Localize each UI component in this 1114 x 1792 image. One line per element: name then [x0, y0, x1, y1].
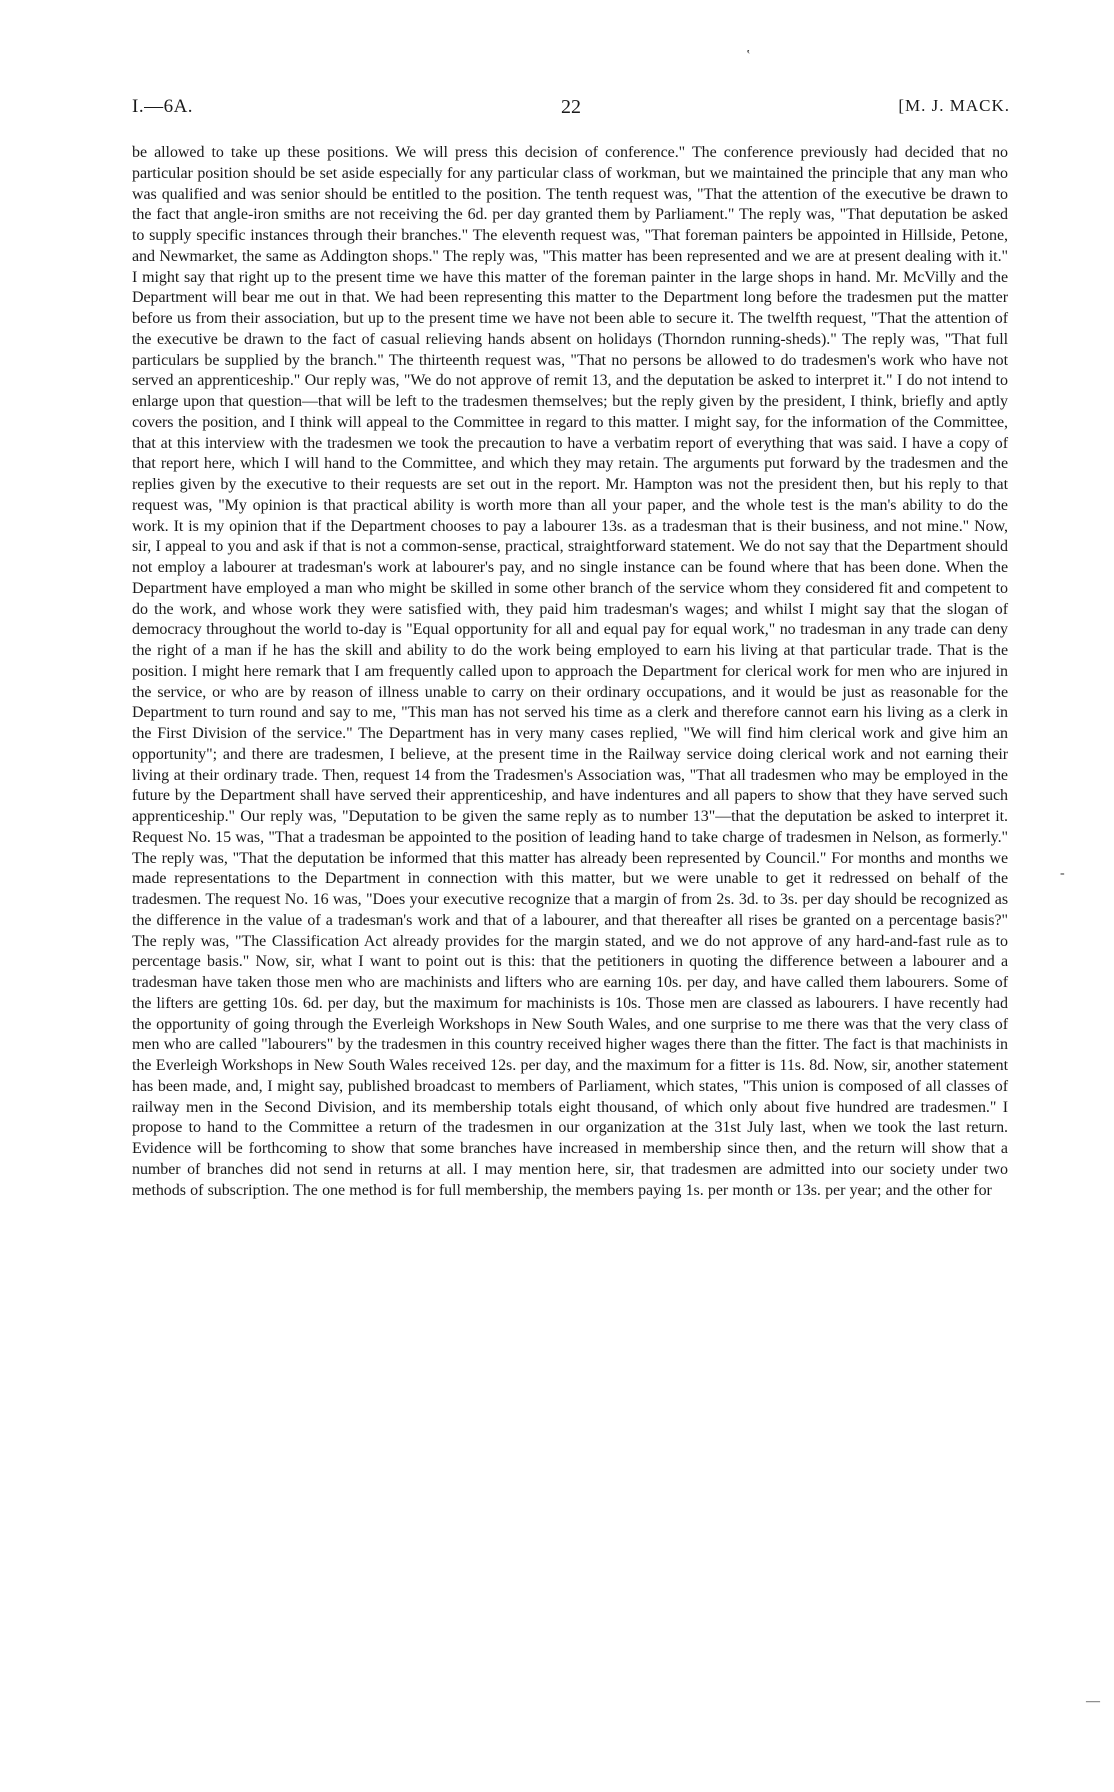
- page-number: 22: [561, 96, 581, 118]
- paper-reference: I.—6A.: [132, 96, 194, 117]
- scan-mark: ‛: [746, 48, 751, 63]
- speaker-name: [M. J. MACK.: [898, 96, 1010, 115]
- scan-mark: -: [1060, 866, 1065, 881]
- page-header: [132, 96, 1010, 124]
- scan-mark: —: [1086, 1694, 1100, 1709]
- body-paragraph: be allowed to take up these positions. We will press this decision of conference." The conference previously had decided that no particular position should be set aside especially for any particular class of workman, but we maintained the principle that any man who was qualified and was senior should be entitled to the position. The tenth request was, "That the attention of the executive be drawn to the fact that angle-iron smiths are not receiving the 6d. per day granted them by Parliament." The reply was, "That deputation be asked to supply specific instances through their branches." The eleventh request was, "That foreman painters be appointed in Hillside, Petone, and Newmarket, the same as Addington shops." The reply was, "This matter has been represented and we are at present dealing with it." I might say that right up to the present time we have this matter of the foreman painter in the large shops in hand. Mr. McVilly and the Department will bear me out in that. We had been representing this matter to the Department long before the tradesmen put the matter before us from their association, but up to the present time we have not been able to secure it. The twelfth request, "That the attention of the executive be drawn to the fact of casual relieving hands absent on holidays (Thorndon running-sheds)." The reply was, "That full particulars be supplied by the branch." The thirteenth request was, "That no persons be allowed to do tradesmen's work who have not served an apprenticeship." Our reply was, "We do not approve of remit 13, and the deputation be asked to interpret it." I do not intend to enlarge upon that question—that will be left to the tradesmen themselves; but the reply given by the president, I think, briefly and aptly covers the position, and I think will appeal to the Committee in regard to this matter. I might say, for the information of the Committee, that at this interview with the tradesmen we took the precaution to have a verbatim report of everything that was said. I have a copy of that report here, which I will hand to the Committee, and which they may retain. The arguments put forward by the tradesmen and the replies given by the executive to their requests are set out in the report. Mr. Hampton was not the president then, but his reply to that request was, "My opinion is that practical ability is worth more than all your paper, and the whole test is the man's ability to do the work. It is my opinion that if the Department chooses to pay a labourer 13s. as a tradesman that is their business, and not mine." Now, sir, I appeal to you and ask if that is not a common-sense, practical, straightforward statement. We do not say that the Department should not employ a labourer at tradesman's work at labourer's pay, and no single instance can be found where that has been done. When the Department have employed a man who might be skilled in some other branch of the service whom they considered fit and competent to do the work, and whose work they were satisfied with, they paid him tradesman's wages; and whilst I might say that the slogan of democracy throughout the world to-day is "Equal opportunity for all and equal pay for equal work," no tradesman in any trade can deny the right of a man if he has the skill and ability to do the work being employed to earn his living at that particular trade. That is the position. I might here remark that I am frequently called upon to approach the Department for clerical work for men who are injured in the service, or who are by reason of illness unable to carry on their ordinary occupations, and it would be just as reasonable for the Department to turn round and say to me, "This man has not served his time as a clerk and therefore cannot earn his living as a clerk in the First Division of the service." The Department has in very many cases replied, "We will find him clerical work and give him an opportunity"; and there are tradesmen, I believe, at the present time in the Railway service doing clerical work and not earning their living at their ordinary trade. Then, request 14 from the Tradesmen's Association was, "That all tradesmen who may be employed in the future by the Department shall have served their apprenticeship, and have indentures and all papers to show that they have served such apprenticeship." Our reply was, "Deputation to be given the same reply as to number 13"—that the deputation be asked to interpret it. Request No. 15 was, "That a tradesman be appointed to the position of leading hand to take charge of tradesmen in Nelson, as formerly." The reply was, "That the deputation be informed that this matter has already been represented by Council." For months and months we made representations to the Department in connection with this matter, but we were unable to get it redressed on behalf of the tradesmen. The request No. 16 was, "Does your executive recognize that a margin of from 2s. 3d. to 3s. per day should be recognized as the difference in the value of a tradesman's work and that of a labourer, and that thereafter all rises be granted on a percentage basis?" The reply was, "The Classification Act already provides for the margin stated, and we do not approve of any hard-and-fast rule as to percentage basis." Now, sir, what I want to point out is this: that the petitioners in quoting the difference between a labourer and a tradesman have taken those men who are machinists and lifters who are earning 10s. per day, and have called them labourers. Some of the lifters are getting 10s. 6d. per day, but the maximum for machinists is 10s. Those men are classed as labourers. I have recently had the opportunity of going through the Everleigh Workshops in New South Wales, and one surprise to me there was that the very class of men who are called "labourers" by the tradesmen in this country received higher wages there than the fitter. The fact is that machinists in the Everleigh Workshops in New South Wales received 12s. per day, and the maximum for a fitter is 11s. 8d. Now, sir, another statement has been made, and, I might say, published broadcast to members of Parliament, which states, "This union is composed of all classes of railway men in the Second Division, and its membership totals eight thousand, of which only about five hundred are tradesmen." I propose to hand to the Committee a return of the tradesmen in our organization at the 31st July last, when we took the last return. Evidence will be forthcoming to show that some branches have increased in membership since then, and the return will show that a number of branches did not send in returns at all. I may mention here, sir, that tradesmen are admitted into our society under two methods of subscription. The one method is for full membership, the members paying 1s. per month or 13s. per year; and the other for: [132, 144, 1008, 1199]
